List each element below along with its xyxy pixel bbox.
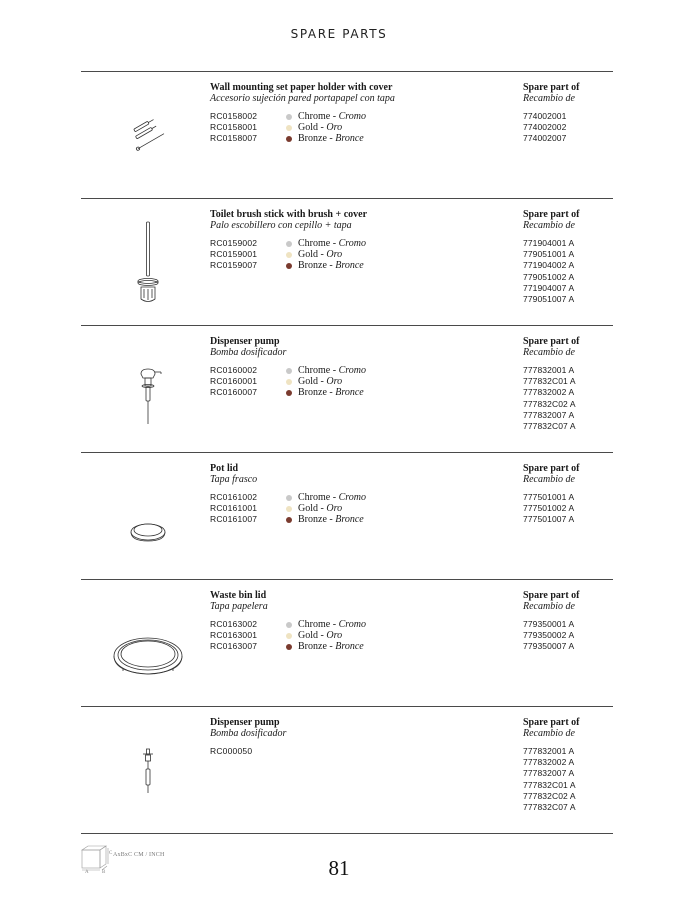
finish-label: Chrome bbox=[298, 238, 331, 249]
spare-part-ref: 777501002 A bbox=[523, 503, 575, 514]
part-name-es: Bomba dosificador bbox=[210, 728, 287, 739]
part-codes bbox=[210, 365, 257, 399]
spare-part-ref: 779350001 A bbox=[523, 619, 575, 629]
finish-label: Bronze bbox=[298, 387, 327, 399]
spare-part-ref: 777832C01 A bbox=[523, 376, 576, 387]
spare-part-ref: 774002007 bbox=[523, 133, 567, 144]
spare-part-heading: Spare part of bbox=[523, 463, 580, 474]
chrome-swatch-icon bbox=[286, 495, 292, 501]
finish-label-es: Bronce bbox=[335, 260, 364, 272]
part-code: RC0159001 bbox=[210, 249, 258, 260]
finish-label: Bronze bbox=[298, 514, 327, 526]
finish-label: Chrome bbox=[298, 492, 331, 503]
finish-bronze: Bronze - Bronce bbox=[286, 387, 366, 398]
spare-part-heading: Spare part of bbox=[523, 82, 580, 93]
finish-bronze: Bronze - Bronce bbox=[286, 260, 366, 271]
part-code: RC0159007 bbox=[210, 260, 258, 271]
part-code: RC0163001 bbox=[210, 630, 258, 641]
finish-label-es: Cromo bbox=[338, 365, 366, 376]
finish-chrome: Chrome - Cromo bbox=[286, 365, 366, 376]
bronze-swatch-icon bbox=[286, 263, 292, 269]
chrome-swatch-icon bbox=[286, 114, 292, 120]
spare-part-ref: 777832C02 A bbox=[523, 398, 576, 409]
part-code: RC000050 bbox=[210, 746, 253, 756]
finish-chrome: Chrome - Cromo bbox=[286, 492, 366, 503]
page-title: SPARE PARTS bbox=[290, 27, 388, 41]
bronze-swatch-icon bbox=[286, 644, 292, 650]
legend-label-b: B bbox=[102, 870, 106, 875]
spare-part-section bbox=[81, 579, 613, 707]
finish-label-es: Oro bbox=[326, 503, 343, 515]
finish-label-es: Oro bbox=[326, 122, 343, 134]
finish-label-es: Oro bbox=[326, 630, 343, 642]
finish-chrome: Chrome - Cromo bbox=[286, 619, 366, 630]
part-code: RC0158001 bbox=[210, 122, 258, 133]
finish-gold: Gold - Oro bbox=[286, 122, 366, 133]
page-number: 81 bbox=[328, 856, 350, 880]
part-codes bbox=[210, 238, 257, 272]
spare-part-ref: 771904002 A bbox=[523, 260, 575, 271]
chrome-swatch-icon bbox=[286, 241, 292, 247]
finish-label-es: Bronce bbox=[335, 514, 364, 526]
part-name-es: Accesorio sujeción pared portapapel con tapa bbox=[210, 93, 395, 104]
spare-part-ref: 777832001 A bbox=[523, 746, 575, 756]
part-name-es: Bomba dosificador bbox=[210, 347, 287, 358]
toilet-brush-icon bbox=[103, 217, 193, 309]
gold-swatch-icon bbox=[286, 125, 292, 131]
spare-part-heading: Spare part of bbox=[523, 209, 580, 220]
spare-part-section bbox=[81, 452, 613, 580]
pot-lid-icon bbox=[103, 471, 193, 563]
gold-swatch-icon bbox=[286, 379, 292, 385]
finish-label-es: Oro bbox=[326, 376, 343, 388]
spare-part-heading-es: Recambio de bbox=[523, 601, 575, 612]
spare-part-ref: 777501001 A bbox=[523, 492, 575, 502]
spare-part-ref: 779350002 A bbox=[523, 630, 575, 641]
spare-part-ref: 777832C01 A bbox=[523, 779, 576, 790]
gold-swatch-icon bbox=[286, 506, 292, 512]
spare-part-heading: Spare part of bbox=[523, 590, 580, 601]
part-code: RC0160007 bbox=[210, 387, 258, 398]
bronze-swatch-icon bbox=[286, 136, 292, 142]
part-name-es: Palo escobillero con cepillo + tapa bbox=[210, 220, 352, 231]
finish-label-es: Bronce bbox=[335, 387, 364, 399]
finish-list bbox=[286, 238, 366, 272]
finish-list bbox=[286, 111, 366, 145]
bottom-divider bbox=[81, 833, 613, 834]
finish-label-es: Cromo bbox=[338, 111, 366, 122]
finish-label-es: Bronce bbox=[335, 133, 364, 145]
legend-text: AxBxC CM / INCH bbox=[113, 852, 165, 858]
part-name: Wall mounting set paper holder with cover bbox=[210, 82, 393, 93]
spare-part-section bbox=[81, 706, 613, 834]
finish-gold: Gold - Oro bbox=[286, 630, 366, 641]
waste-bin-lid-icon bbox=[103, 598, 193, 690]
chrome-swatch-icon bbox=[286, 368, 292, 374]
part-code: RC0161001 bbox=[210, 503, 258, 514]
finish-list bbox=[286, 492, 366, 526]
spare-part-heading-es: Recambio de bbox=[523, 220, 575, 231]
finish-label: Chrome bbox=[298, 111, 331, 122]
part-name: Pot lid bbox=[210, 463, 239, 474]
part-name: Toilet brush stick with brush + cover bbox=[210, 209, 368, 220]
finish-bronze: Bronze - Bronce bbox=[286, 641, 366, 652]
gold-swatch-icon bbox=[286, 252, 292, 258]
spare-part-ref: 777832002 A bbox=[523, 387, 575, 398]
dispenser-pump-icon bbox=[103, 344, 193, 436]
part-codes bbox=[210, 746, 252, 757]
legend-label-c: C bbox=[109, 851, 113, 856]
spare-part-ref: 774002001 bbox=[523, 111, 567, 121]
part-name: Dispenser pump bbox=[210, 717, 280, 728]
spare-part-ref: 779051002 A bbox=[523, 271, 575, 282]
finish-bronze: Bronze - Bronce bbox=[286, 133, 366, 144]
spare-part-ref: 771904007 A bbox=[523, 282, 575, 293]
finish-label-es: Bronce bbox=[335, 641, 364, 653]
spare-part-ref: 779051007 A bbox=[523, 293, 575, 304]
finish-label: Gold bbox=[298, 630, 318, 642]
part-codes bbox=[210, 111, 257, 145]
spare-part-refs bbox=[523, 238, 574, 305]
part-name: Dispenser pump bbox=[210, 336, 280, 347]
finish-bronze: Bronze - Bronce bbox=[286, 514, 366, 525]
spare-part-ref: 779350007 A bbox=[523, 641, 575, 652]
part-code: RC0161002 bbox=[210, 492, 258, 502]
spare-part-refs bbox=[523, 111, 566, 145]
legend-label-a: A bbox=[85, 870, 89, 875]
gold-swatch-icon bbox=[286, 633, 292, 639]
finish-label: Bronze bbox=[298, 133, 327, 145]
part-codes bbox=[210, 492, 257, 526]
part-code: RC0163007 bbox=[210, 641, 258, 652]
spare-part-refs bbox=[523, 746, 576, 813]
spare-part-ref: 777832C07 A bbox=[523, 420, 576, 431]
finish-list bbox=[286, 365, 366, 399]
finish-label: Gold bbox=[298, 376, 318, 388]
finish-list bbox=[286, 619, 366, 653]
part-code: RC0159002 bbox=[210, 238, 258, 248]
spare-part-ref: 774002002 bbox=[523, 122, 567, 133]
spare-part-ref: 777832C07 A bbox=[523, 801, 576, 812]
dispenser-pump-thin-icon bbox=[103, 725, 193, 817]
finish-label: Gold bbox=[298, 122, 318, 134]
spare-part-heading: Spare part of bbox=[523, 717, 580, 728]
part-code: RC0160002 bbox=[210, 365, 258, 375]
spare-part-ref: 777832001 A bbox=[523, 365, 575, 375]
spare-part-heading: Spare part of bbox=[523, 336, 580, 347]
bronze-swatch-icon bbox=[286, 517, 292, 523]
finish-gold: Gold - Oro bbox=[286, 376, 366, 387]
finish-label-es: Cromo bbox=[338, 619, 366, 630]
finish-label-es: Cromo bbox=[338, 238, 366, 249]
finish-label: Gold bbox=[298, 503, 318, 515]
spare-part-refs bbox=[523, 492, 574, 526]
spare-part-ref: 777832007 A bbox=[523, 768, 575, 779]
spare-part-ref: 779051001 A bbox=[523, 249, 575, 260]
finish-label: Chrome bbox=[298, 619, 331, 630]
spare-part-refs bbox=[523, 365, 576, 432]
spare-part-section bbox=[81, 198, 613, 326]
finish-label: Bronze bbox=[298, 641, 327, 653]
spare-part-ref: 777832002 A bbox=[523, 757, 575, 768]
bronze-swatch-icon bbox=[286, 390, 292, 396]
spare-part-heading-es: Recambio de bbox=[523, 93, 575, 104]
spare-part-section bbox=[81, 325, 613, 453]
part-code: RC0160001 bbox=[210, 376, 258, 387]
spare-part-ref: 777832C02 A bbox=[523, 790, 576, 801]
part-codes bbox=[210, 619, 257, 653]
chrome-swatch-icon bbox=[286, 622, 292, 628]
spare-part-section bbox=[81, 71, 613, 199]
part-code: RC0161007 bbox=[210, 514, 258, 525]
finish-label: Gold bbox=[298, 249, 318, 261]
finish-label: Bronze bbox=[298, 260, 327, 272]
spare-part-heading-es: Recambio de bbox=[523, 474, 575, 485]
finish-gold: Gold - Oro bbox=[286, 503, 366, 514]
finish-chrome: Chrome - Cromo bbox=[286, 238, 366, 249]
part-code: RC0158002 bbox=[210, 111, 258, 121]
wall-mount-screws-icon bbox=[103, 90, 193, 182]
spare-part-ref: 777832007 A bbox=[523, 409, 575, 420]
spare-part-ref: 777501007 A bbox=[523, 514, 575, 525]
finish-chrome: Chrome - Cromo bbox=[286, 111, 366, 122]
part-code: RC0158007 bbox=[210, 133, 258, 144]
part-name: Waste bin lid bbox=[210, 590, 267, 601]
part-name-es: Tapa papelera bbox=[210, 601, 268, 612]
part-name-es: Tapa frasco bbox=[210, 474, 258, 485]
finish-gold: Gold - Oro bbox=[286, 249, 366, 260]
spare-part-heading-es: Recambio de bbox=[523, 347, 575, 358]
finish-label: Chrome bbox=[298, 365, 331, 376]
spare-part-refs bbox=[523, 619, 574, 653]
spare-part-ref: 771904001 A bbox=[523, 238, 575, 248]
part-code: RC0163002 bbox=[210, 619, 258, 629]
spare-part-heading-es: Recambio de bbox=[523, 728, 575, 739]
finish-label-es: Cromo bbox=[338, 492, 366, 503]
finish-label-es: Oro bbox=[326, 249, 343, 261]
